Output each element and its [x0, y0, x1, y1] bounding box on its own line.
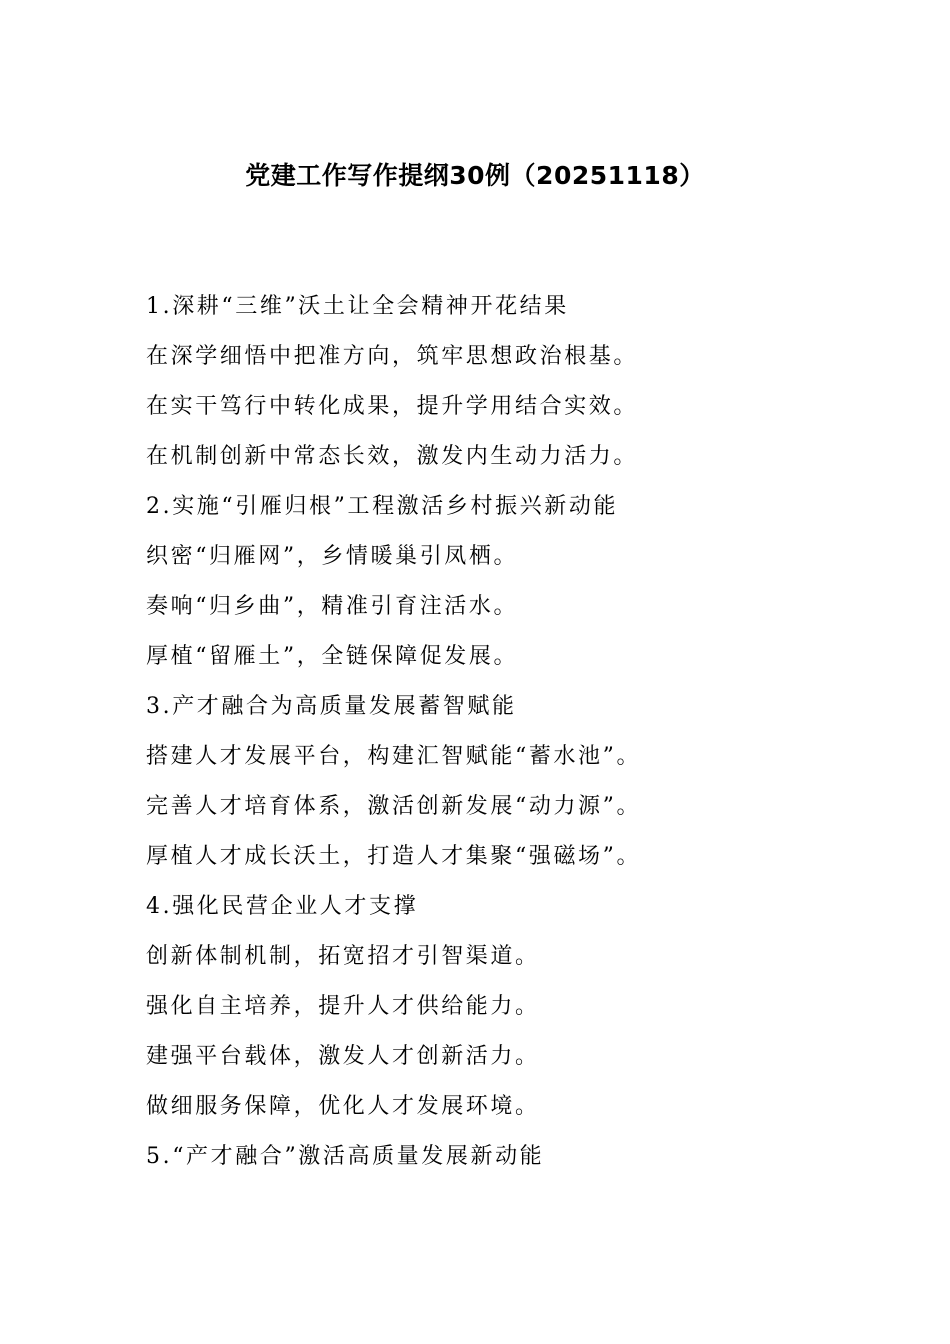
paragraph-line: 做细服务保障，优化人才发展环境。: [146, 1094, 540, 1119]
paragraph-line: 在深学细悟中把准方向，筑牢思想政治根基。: [146, 344, 639, 369]
paragraph-line: 完善人才培育体系，激活创新发展“动力源”。: [146, 794, 642, 819]
paragraph-line: 在机制创新中常态长效，激发内生动力活力。: [146, 444, 639, 469]
document-title: 党建工作写作提纲30例（20251118）: [245, 161, 705, 190]
heading-2: 2.实施“引雁归根”工程激活乡村振兴新动能: [146, 494, 619, 519]
paragraph-line: 织密“归雁网”，乡情暖巢引凤栖。: [146, 544, 519, 569]
paragraph-line: 建强平台载体，激发人才创新活力。: [146, 1044, 540, 1069]
paragraph-line: 在实干笃行中转化成果，提升学用结合实效。: [146, 394, 639, 419]
document-body: [146, 282, 846, 1182]
paragraph-line: 强化自主培养，提升人才供给能力。: [146, 994, 540, 1019]
paragraph-line: 厚植“留雁土”，全链保障促发展。: [146, 644, 519, 669]
heading-3: 3.产才融合为高质量发展蓄智赋能: [146, 694, 517, 719]
paragraph-line: 搭建人才发展平台，构建汇智赋能“蓄水池”。: [146, 744, 642, 769]
heading-4: 4.强化民营企业人才支撑: [146, 894, 419, 919]
heading-1: 1.深耕“三维”沃土让全会精神开花结果: [146, 294, 569, 319]
paragraph-line: 奏响“归乡曲”，精准引育注活水。: [146, 594, 519, 619]
paragraph-line: 厚植人才成长沃土，打造人才集聚“强磁场”。: [146, 844, 642, 869]
paragraph-line: 创新体制机制，拓宽招才引智渠道。: [146, 944, 540, 969]
heading-5: 5.“产才融合”激活高质量发展新动能: [146, 1144, 545, 1169]
